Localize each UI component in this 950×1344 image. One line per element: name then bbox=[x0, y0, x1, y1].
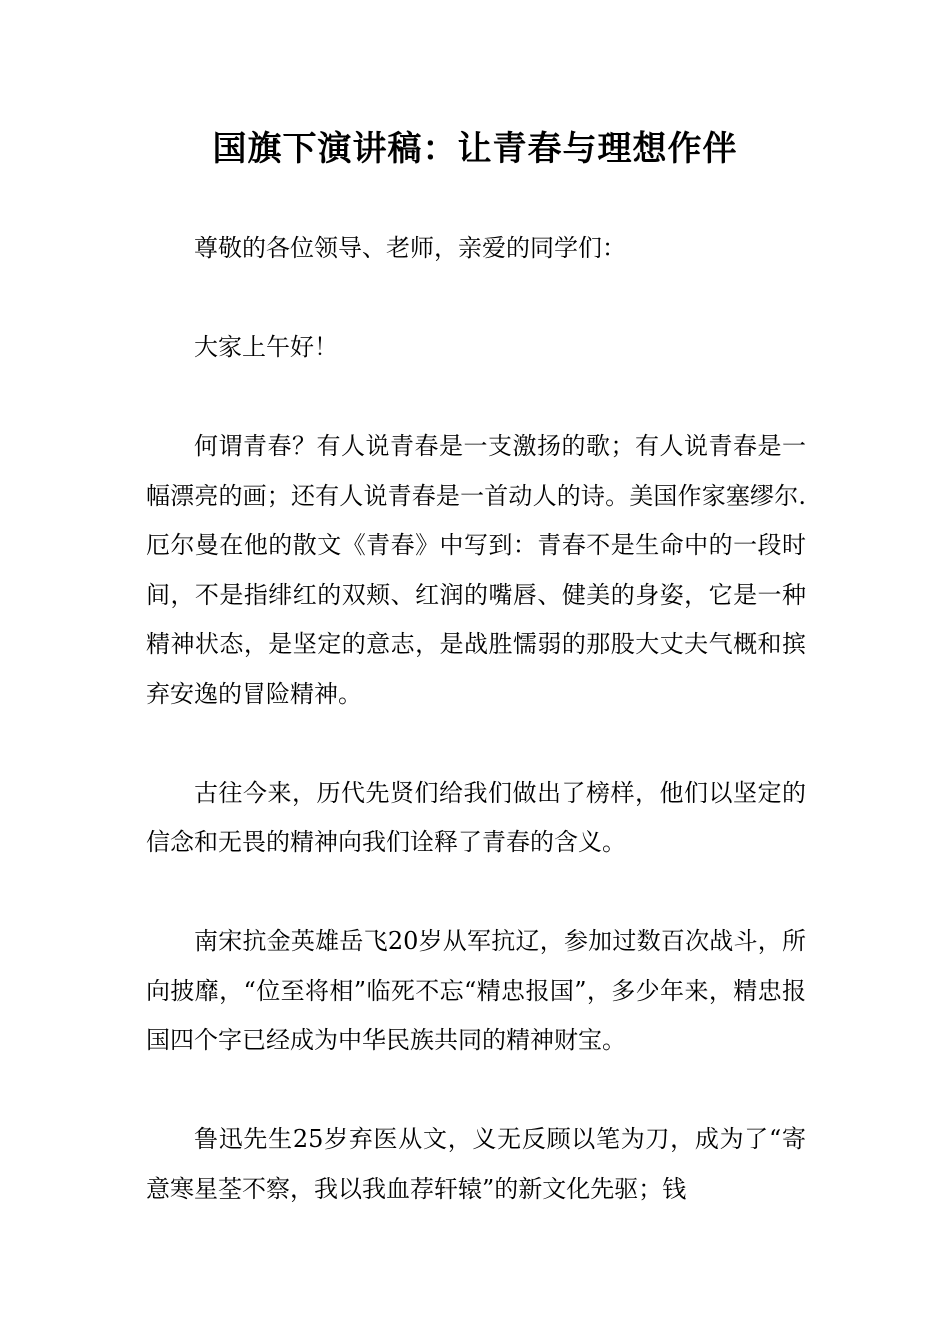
paragraph-lu-xun: 鲁迅先生25岁弃医从文，义无反顾以笔为刀，成为了“寄意寒星荃不察，我以我血荐轩辕”的新文化先驱；钱 bbox=[146, 1125, 806, 1203]
document-title: 国旗下演讲稿：让青春与理想作伴 bbox=[212, 129, 738, 169]
document-body bbox=[146, 224, 806, 1264]
paragraph-salutation: 尊敬的各位领导、老师，亲爱的同学们： bbox=[194, 234, 626, 262]
paragraph-sages-example: 古往今来，历代先贤们给我们做出了榜样，他们以坚定的信念和无畏的精神向我们诠释了青春的含义。 bbox=[146, 778, 806, 856]
paragraph-yue-fei: 南宋抗金英雄岳飞20岁从军抗辽，参加过数百次战斗，所向披靡，“位至将相”临死不忘“精忠报国”，多少年来，精忠报国四个字已经成为中华民族共同的精神财宝。 bbox=[146, 927, 806, 1054]
paragraph-youth-definition: 何谓青春？有人说青春是一支激扬的歌；有人说青春是一幅漂亮的画；还有人说青春是一首动人的诗。美国作家塞缪尔.厄尔曼在他的散文《青春》中写到：青春不是生命中的一段时间，不是指绯红的双颊、红润的嘴唇、健美的身姿，它是一种精神状态，是坚定的意志，是战胜懦弱的那股大丈夫气概和摈弃安逸的冒险精神。 bbox=[146, 432, 806, 708]
paragraph-greeting: 大家上午好！ bbox=[194, 333, 338, 361]
